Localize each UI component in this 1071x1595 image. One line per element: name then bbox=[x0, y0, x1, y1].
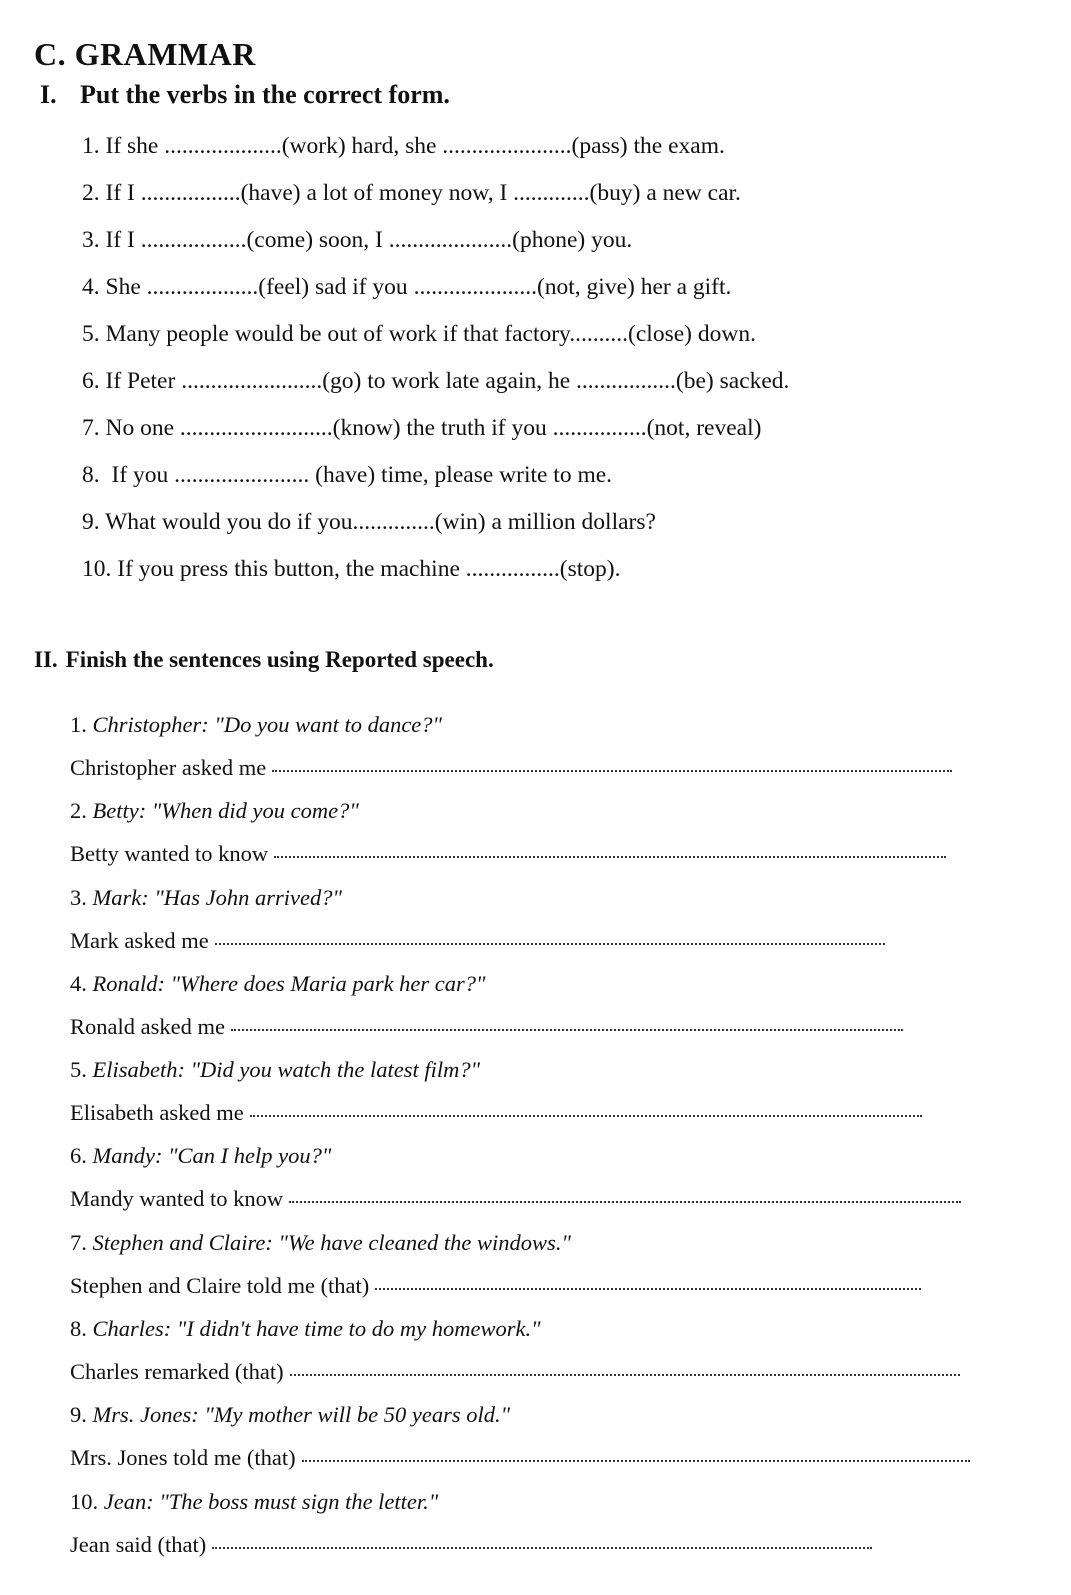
quote-prompt bbox=[70, 967, 1010, 1010]
exercise-1-item bbox=[82, 553, 789, 600]
item-number: 4. bbox=[82, 274, 100, 300]
exercise-1-instruction: Put the verbs in the correct form. bbox=[80, 80, 450, 109]
item-text: No one bbox=[105, 415, 180, 441]
answer-line bbox=[70, 751, 1010, 794]
sentence-start: Charles remarked (that) bbox=[70, 1359, 284, 1385]
item-number: 10. bbox=[82, 556, 112, 582]
exercise-1-item bbox=[82, 271, 789, 318]
exercise-2-list bbox=[70, 708, 1010, 1571]
answer-blank[interactable]: ................ bbox=[552, 415, 647, 441]
answer-blank[interactable] bbox=[212, 1545, 872, 1549]
item-text: If she bbox=[105, 133, 165, 159]
answer-blank[interactable] bbox=[231, 1027, 903, 1031]
item-number: 7. bbox=[70, 1229, 87, 1255]
item-text: If Peter bbox=[105, 368, 182, 394]
answer-blank[interactable] bbox=[375, 1286, 921, 1290]
item-text: (feel) sad if you bbox=[258, 274, 414, 300]
sentence-start: Ronald asked me bbox=[70, 1013, 225, 1039]
item-text: (know) the truth if you bbox=[332, 415, 553, 441]
quote-text: Betty: "When did you come?" bbox=[92, 798, 359, 824]
exercise-1-item bbox=[82, 177, 789, 224]
section-heading: C. GRAMMAR bbox=[34, 36, 256, 72]
sentence-start: Mrs. Jones told me (that) bbox=[70, 1445, 296, 1471]
exercise-1-number: I. bbox=[40, 80, 57, 109]
answer-blank[interactable] bbox=[250, 1113, 922, 1117]
sentence-start: Jean said (that) bbox=[70, 1531, 207, 1557]
answer-blank[interactable] bbox=[215, 941, 885, 945]
quote-text: Ronald: "Where does Maria park her car?" bbox=[92, 970, 486, 996]
answer-line bbox=[70, 837, 1010, 880]
answer-line bbox=[70, 1355, 1010, 1398]
item-text: What would you do if you bbox=[105, 509, 353, 535]
sentence-start: Elisabeth asked me bbox=[70, 1100, 244, 1126]
item-number: 9. bbox=[82, 509, 100, 535]
sentence-start: Stephen and Claire told me (that) bbox=[70, 1272, 370, 1298]
item-number: 6. bbox=[70, 1143, 87, 1169]
item-number: 9. bbox=[70, 1402, 87, 1428]
item-text: (phone) you. bbox=[512, 227, 633, 253]
answer-blank[interactable]: .............. bbox=[352, 509, 435, 535]
item-text: (not, give) her a gift. bbox=[536, 274, 732, 300]
quote-prompt bbox=[70, 708, 1010, 751]
quote-prompt bbox=[70, 881, 1010, 924]
exercise-1-item bbox=[82, 130, 789, 177]
answer-blank[interactable]: .......................... bbox=[179, 415, 333, 441]
answer-line bbox=[70, 924, 1010, 967]
item-number: 3. bbox=[82, 227, 100, 253]
answer-blank[interactable]: ................ bbox=[465, 556, 560, 582]
item-number: 8. bbox=[82, 462, 100, 488]
item-number: 3. bbox=[70, 884, 87, 910]
answer-blank[interactable] bbox=[272, 768, 952, 772]
answer-line bbox=[70, 1528, 1010, 1571]
exercise-2-item bbox=[70, 1398, 1010, 1484]
item-text: (pass) the exam. bbox=[571, 133, 725, 159]
quote-text: Mrs. Jones: "My mother will be 50 years old." bbox=[92, 1402, 511, 1428]
exercise-2-item bbox=[70, 881, 1010, 967]
item-text: (have) time, please write to me. bbox=[315, 462, 613, 488]
item-number: 6. bbox=[82, 368, 100, 394]
exercise-1-list bbox=[82, 130, 789, 600]
item-number: 8. bbox=[70, 1316, 87, 1342]
exercise-1-item bbox=[82, 506, 789, 553]
exercise-2-item bbox=[70, 1226, 1010, 1312]
exercise-1-item bbox=[82, 412, 789, 459]
item-text: (go) to work late again, he bbox=[322, 368, 577, 394]
quote-prompt bbox=[70, 1312, 1010, 1355]
sentence-start: Betty wanted to know bbox=[70, 841, 269, 867]
item-number: 5. bbox=[70, 1057, 87, 1083]
quote-text: Mark: "Has John arrived?" bbox=[92, 884, 342, 910]
sentence-start: Mandy wanted to know bbox=[70, 1186, 284, 1212]
quote-text: Mandy: "Can I help you?" bbox=[92, 1143, 332, 1169]
exercise-1-item bbox=[82, 224, 789, 271]
quote-prompt bbox=[70, 1139, 1010, 1182]
exercise-2-title bbox=[34, 647, 494, 673]
exercise-1-item bbox=[82, 318, 789, 365]
answer-blank[interactable]: ..................... bbox=[413, 274, 537, 300]
item-text: (come) soon, I bbox=[246, 227, 389, 253]
answer-blank[interactable]: ................... bbox=[146, 274, 259, 300]
item-text: (close) down. bbox=[628, 321, 756, 347]
answer-blank[interactable]: ..................... bbox=[388, 227, 513, 253]
item-text: She bbox=[105, 274, 147, 300]
quote-prompt bbox=[70, 1226, 1010, 1269]
answer-blank[interactable] bbox=[302, 1458, 970, 1462]
answer-line bbox=[70, 1441, 1010, 1484]
item-text: (stop). bbox=[559, 556, 621, 582]
exercise-2-item bbox=[70, 1312, 1010, 1398]
answer-blank[interactable]: ....................... bbox=[174, 462, 316, 488]
exercise-1-item bbox=[82, 459, 789, 506]
item-text: (win) a million dollars? bbox=[434, 509, 656, 535]
sentence-start: Mark asked me bbox=[70, 927, 209, 953]
item-text: If you press this button, the machine bbox=[117, 556, 466, 582]
item-number: 2. bbox=[82, 180, 100, 206]
answer-blank[interactable]: .......... bbox=[569, 321, 629, 347]
quote-prompt bbox=[70, 1398, 1010, 1441]
quote-prompt bbox=[70, 1053, 1010, 1096]
item-number: 1. bbox=[82, 133, 100, 159]
answer-blank[interactable]: ................. bbox=[576, 368, 676, 394]
answer-line bbox=[70, 1096, 1010, 1139]
exercise-2-item bbox=[70, 1139, 1010, 1225]
answer-blank[interactable]: ............. bbox=[513, 180, 590, 206]
answer-blank[interactable]: ...................... bbox=[442, 133, 572, 159]
item-number: 5. bbox=[82, 321, 100, 347]
quote-text: Elisabeth: "Did you watch the latest film?" bbox=[92, 1057, 481, 1083]
item-text: If I bbox=[105, 180, 141, 206]
exercise-1-item bbox=[82, 365, 789, 412]
quote-text: Jean: "The boss must sign the letter." bbox=[103, 1488, 439, 1514]
quote-text: Stephen and Claire: "We have cleaned the windows." bbox=[92, 1229, 571, 1255]
item-text: (be) sacked. bbox=[675, 368, 790, 394]
item-text: If I bbox=[105, 227, 141, 253]
quote-text: Charles: "I didn't have time to do my homework." bbox=[92, 1316, 541, 1342]
item-text: (have) a lot of money now, I bbox=[240, 180, 514, 206]
item-number: 7. bbox=[82, 415, 100, 441]
item-text: If you bbox=[111, 462, 175, 488]
exercise-2-number: II. bbox=[34, 647, 58, 672]
answer-blank[interactable] bbox=[290, 1372, 960, 1376]
answer-blank[interactable] bbox=[274, 854, 946, 858]
item-text: (work) hard, she bbox=[281, 133, 443, 159]
item-text: (not, reveal) bbox=[646, 415, 762, 441]
exercise-2-item bbox=[70, 794, 1010, 880]
item-text: Many people would be out of work if that factory bbox=[105, 321, 570, 347]
item-text: (buy) a new car. bbox=[589, 180, 741, 206]
quote-prompt bbox=[70, 1485, 1010, 1528]
answer-blank[interactable]: ................. bbox=[140, 180, 241, 206]
exercise-2-item bbox=[70, 708, 1010, 794]
quote-text: Christopher: "Do you want to dance?" bbox=[92, 712, 442, 737]
answer-line bbox=[70, 1269, 1010, 1312]
answer-line bbox=[70, 1010, 1010, 1053]
answer-blank[interactable]: ........................ bbox=[181, 368, 323, 394]
answer-blank[interactable] bbox=[289, 1199, 961, 1203]
answer-blank[interactable]: .................. bbox=[140, 227, 247, 253]
exercise-2-item bbox=[70, 1485, 1010, 1571]
exercise-2-instruction: Finish the sentences using Reported speech. bbox=[65, 647, 494, 672]
exercise-1-title bbox=[40, 80, 450, 110]
item-number: 10. bbox=[70, 1488, 99, 1514]
item-number: 2. bbox=[70, 798, 87, 824]
item-number: 1. bbox=[70, 712, 87, 737]
exercise-2-item bbox=[70, 967, 1010, 1053]
item-number: 4. bbox=[70, 970, 87, 996]
answer-blank[interactable]: .................... bbox=[164, 133, 282, 159]
exercise-2-item bbox=[70, 1053, 1010, 1139]
answer-line bbox=[70, 1182, 1010, 1225]
sentence-start: Christopher asked me bbox=[70, 755, 267, 780]
quote-prompt bbox=[70, 794, 1010, 837]
